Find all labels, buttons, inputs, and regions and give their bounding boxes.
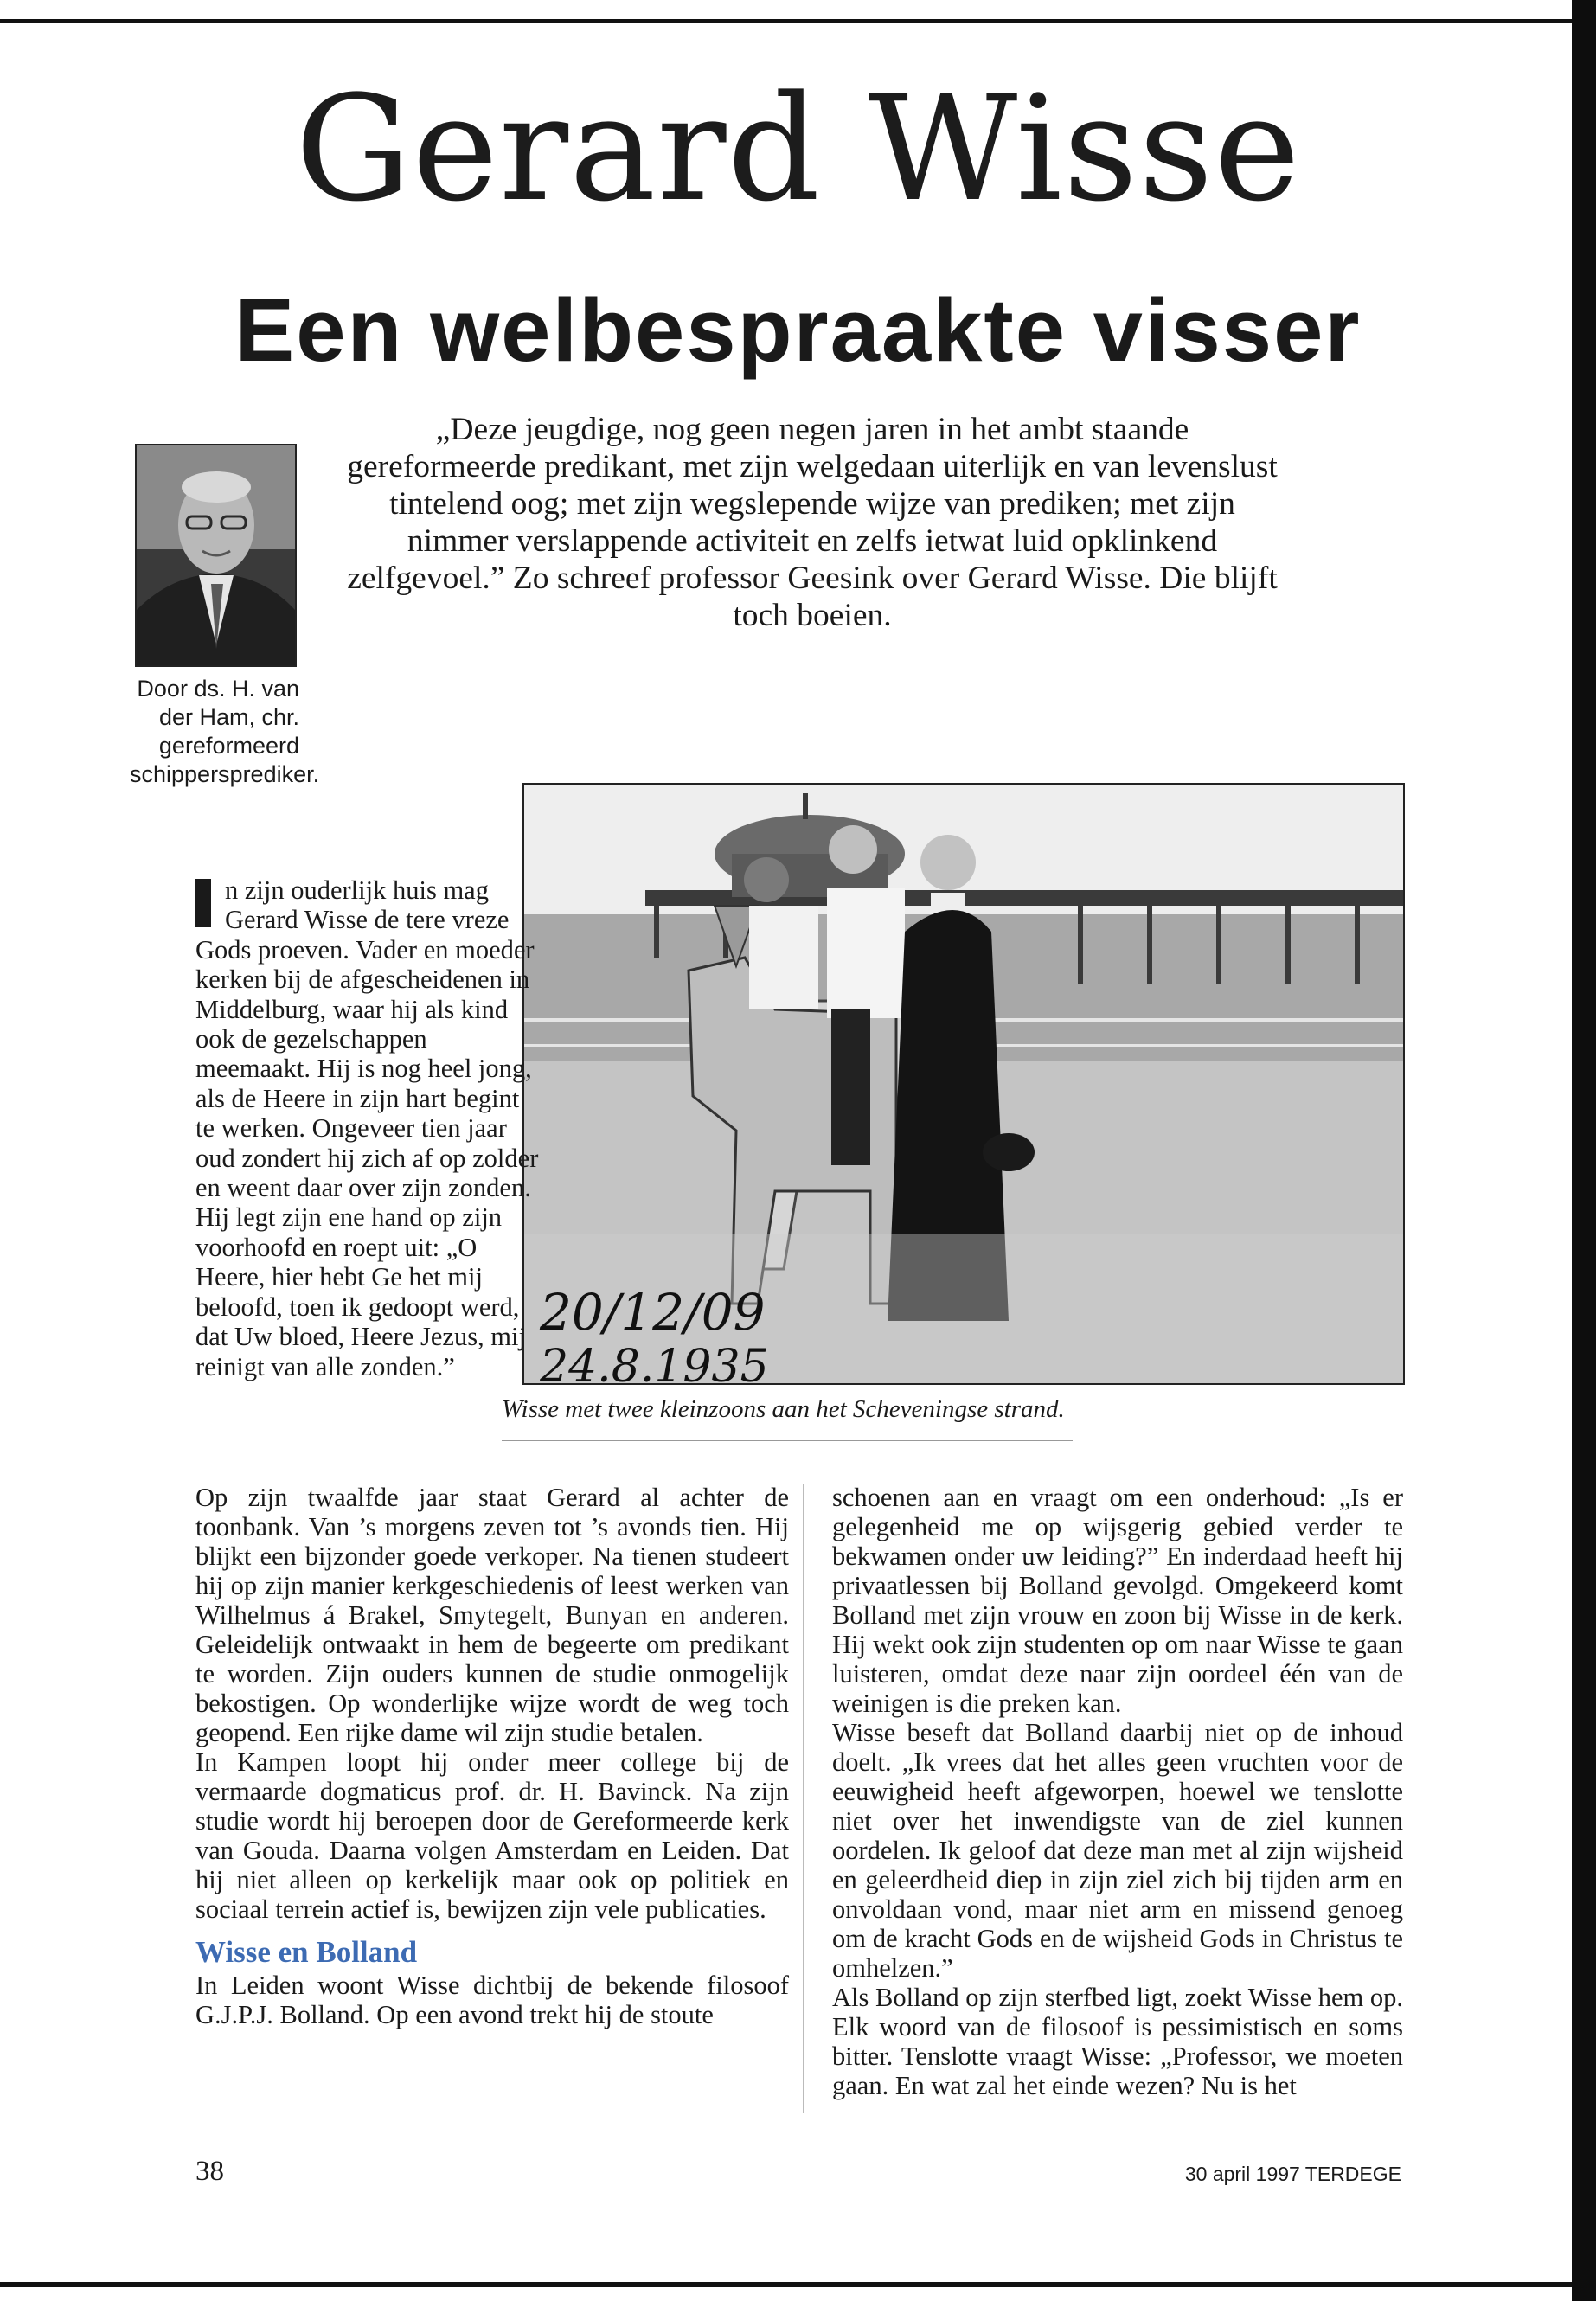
- right-column: [832, 1483, 1403, 2100]
- left-paragraph-1: Op zijn twaalfde jaar staat Gerard al achter de toonbank. Van ’s morgens zeven tot ’s avonds tien. Hij blijkt een bijzonder goede verkoper. Na tienen studeert hij op zijn manier kerkgeschiedenis of leest werken van Wilhelmus á Brakel, Smytegelt, Bunyan en anderen. Geleidelijk ontwaakt in hem de begeerte om predikant te worden. Zijn ouders kunnen de studie onmogelijk bekostigen. Op wonderlijke wijze wordt de weg toch geopend. Een rijke dame wil zijn studie betalen.: [195, 1483, 789, 1747]
- dropcap-bar: [195, 879, 211, 927]
- article-subtitle: Een welbespraakte visser: [234, 280, 1362, 380]
- caption-rule: [502, 1440, 1073, 1441]
- beach-photo: [522, 783, 1405, 1385]
- section-heading: Wisse en Bolland: [195, 1935, 418, 1969]
- left-column: [195, 1483, 789, 2029]
- article-title: Gerard Wisse: [295, 64, 1301, 234]
- page-number: 38: [195, 2156, 224, 2187]
- author-credit: Door ds. H. van der Ham, chr. gereformeerd schippersprediker.: [130, 676, 320, 787]
- opening-paragraph-text: n zijn ouderlijk huis mag Gerard Wisse de tere vreze Gods proeven. Vader en moeder kerken bij de afgescheidenen in Middelburg, waar hij als kind ook de gezelschappen meemaakt. Hij is nog heel jong, als de Heere in zijn hart begint te werken. Ongeveer tien jaar oud zondert hij zich af op zolder en weent daar over zijn zonden. Hij legt zijn ene hand op zijn voorhoofd en roept uit: „O Heere, hier hebt Ge het mij beloofd, toen ik gedoopt werd, dat Uw bloed, Heere Jezus, mij reinigt van alle zonden.”: [195, 875, 539, 1381]
- author-portrait: [135, 444, 297, 667]
- beach-photo-illustration: [524, 785, 1403, 1383]
- right-paragraph-3: Als Bolland op zijn sterfbed ligt, zoekt Wisse hem op. Elk woord van de filosoof is pessimistisch en soms bitter. Tenslotte vraagt Wisse: „Professor, we moeten gaan. En wat zal het einde wezen? Nu is het: [832, 1983, 1403, 2100]
- photo-caption: Wisse met twee kleinzoons aan het Scheveningse strand.: [502, 1395, 1065, 1423]
- column-divider: [803, 1484, 804, 2113]
- right-paragraph-1: schoenen aan en vraagt om een onderhoud: „Is er gelegenheid me op wijsgerig gebied verder te bekwamen onder uw leiding?” En inderdaad heeft hij privaatlessen bij Bolland gevolgd. Omgekeerd komt Bolland met zijn vrouw en zoon bij Wisse in de kerk. Hij wekt ook zijn studenten op om naar Wisse te gaan luisteren, omdat deze naar zijn oordeel één van de weinigen is die preken kan.: [832, 1483, 1403, 1718]
- article-intro: „Deze jeugdige, nog geen negen jaren in het ambt staande gereformeerde predikant, met zijn welgedaan uiterlijk en van levenslust tintelend oog; met zijn wegslepende wijze van prediken; met zijn nimmer verslappende activiteit en zelfs ietwat luid opklinkend zelfgevoel.” Zo schreef professor Geesink over Gerard Wisse. Die blijft toch boeien.: [347, 412, 1278, 633]
- opening-paragraph: [195, 875, 543, 1381]
- left-paragraph-3: In Leiden woont Wisse dichtbij de bekende filosoof G.J.P.J. Bolland. Op een avond trekt hij de stoute: [195, 1971, 789, 2029]
- photo-handwriting-date2: 24.8.1935: [540, 1341, 769, 1383]
- author-portrait-illustration: [137, 445, 295, 665]
- left-paragraph-2: In Kampen loopt hij onder meer college bij de vermaarde dogmaticus prof. dr. H. Bavinck. Na zijn studie wordt hij beroepen door de Gereformeerde kerk van Gouda. Daarna volgen Amsterdam en Leiden. Dat hij niet alleen op kerkelijk maar ook op politiek en sociaal terrein actief is, bewijzen zijn vele publicaties.: [195, 1747, 789, 1924]
- bottom-border-rule: [0, 2282, 1572, 2287]
- photo-handwriting-date1: 20/12/09: [540, 1283, 766, 1342]
- top-border-rule: [0, 19, 1596, 23]
- right-paragraph-2: Wisse beseft dat Bolland daarbij niet op de inhoud doelt. „Ik vrees dat het alles geen vruchten voor de eeuwigheid heeft afgeworpen, hoewel we tenslotte niet over het inwendigste van de ziel kunnen oordelen. Ik geloof dat deze man met al zijn wijsheid en geleerdheid diep in zijn ziel zich bij tijden arm en onvoldaan vond, maar niet arm en missend genoeg om de kracht Gods en de wijsheid Gods in Christus te omhelzen.”: [832, 1718, 1403, 1983]
- issue-info: 30 april 1997 TERDEGE: [1184, 2163, 1401, 2185]
